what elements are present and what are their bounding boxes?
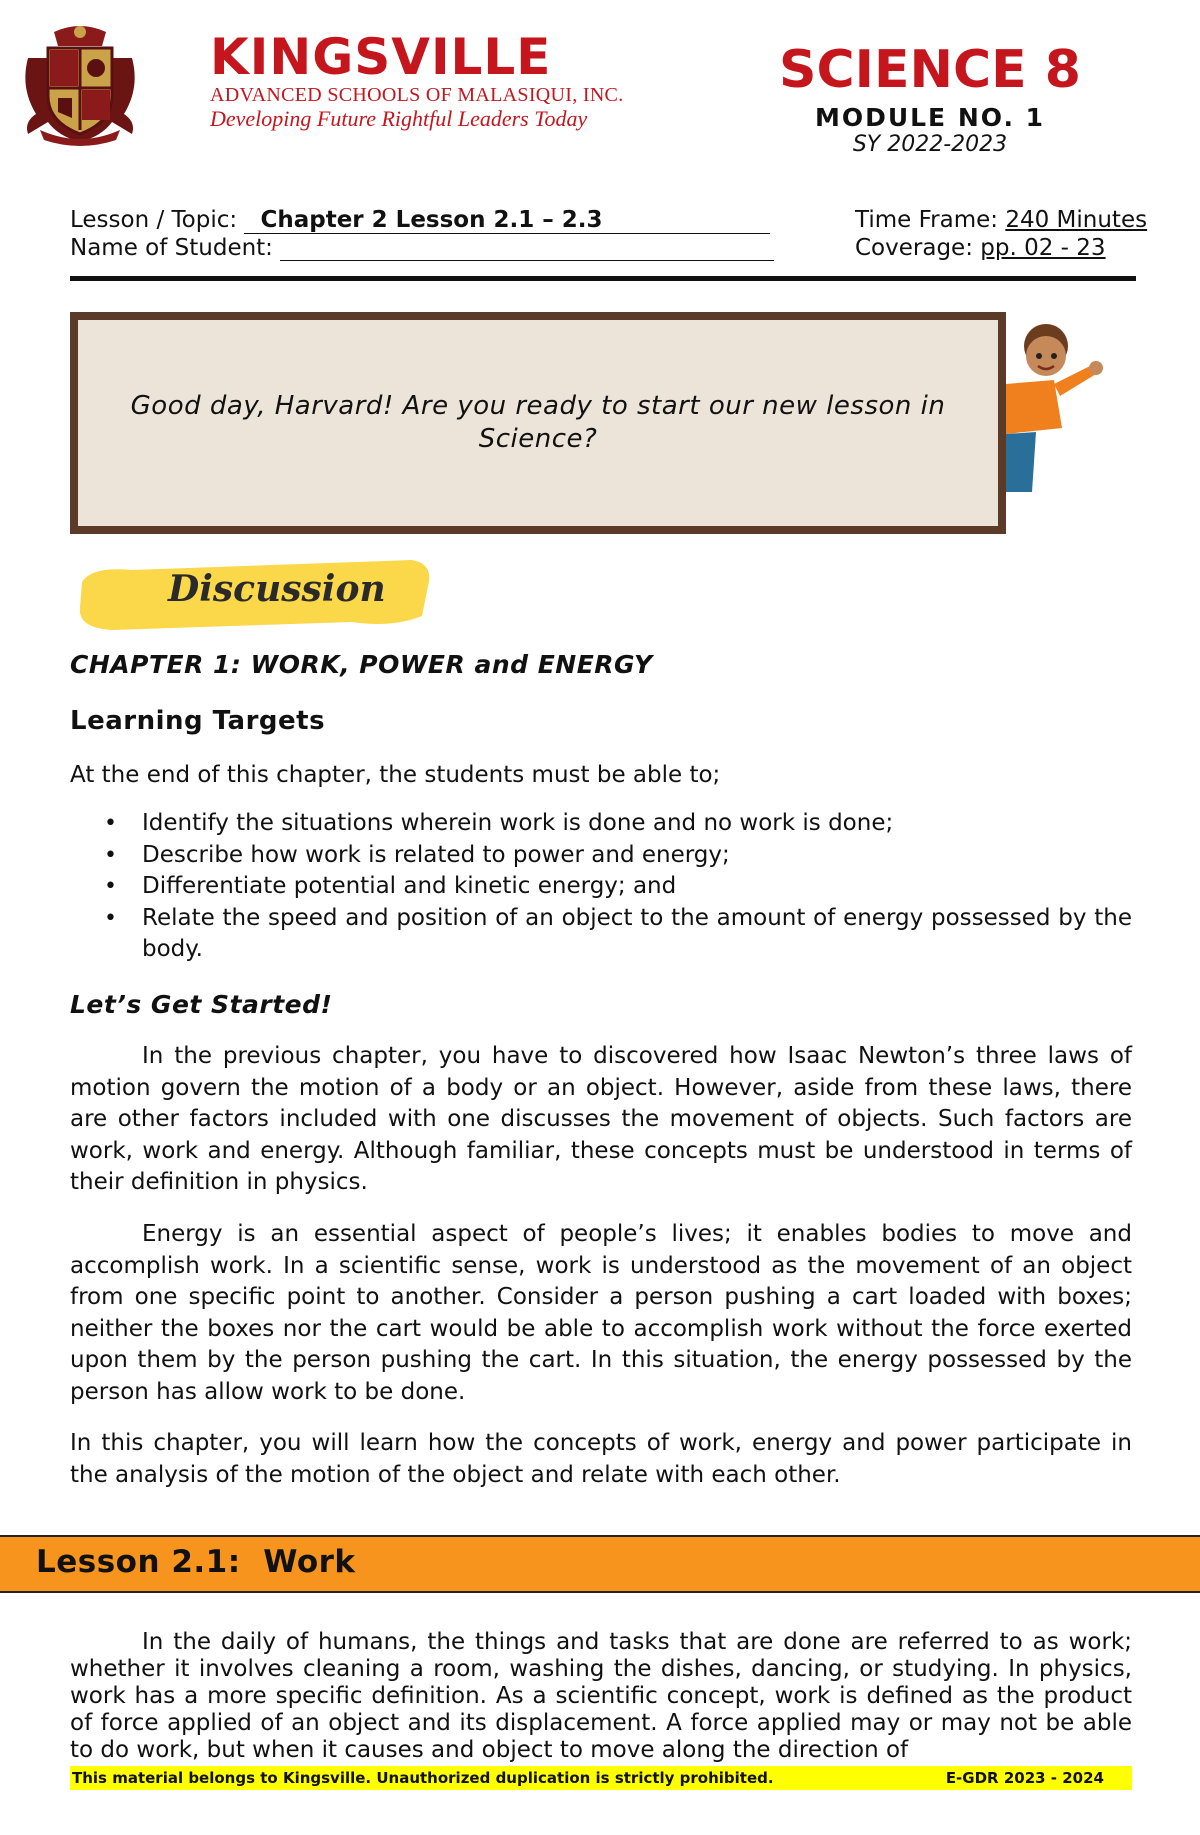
school-tagline: Developing Future Rightful Leaders Today bbox=[210, 106, 588, 131]
lesson-title: Lesson 2.1: Work bbox=[36, 1544, 356, 1580]
waving-boy-illustration bbox=[992, 312, 1112, 492]
list-item: • Describe how work is related to power and energy; bbox=[70, 840, 1132, 872]
lets-get-started-heading: Let’s Get Started! bbox=[70, 990, 333, 1019]
student-row bbox=[70, 235, 774, 261]
greeting-text: Good day, Harvard! Are you ready to start our new lesson in Science? bbox=[130, 391, 946, 454]
coverage-row bbox=[855, 235, 1106, 261]
lesson-paragraph: In the daily of humans, the things and tasks that are done are referred to as work; whether it involves cleaning a room, washing the dishes, dancing, or studying. In physics, work has a more specific definition. As a scientific concept, work is defined as the product of force applied of an object and its displacement. A force applied may or may not be able to do work, but when it causes and object to move along the direction of bbox=[70, 1629, 1132, 1763]
time-frame-label: Time Frame: bbox=[855, 207, 999, 233]
module-number: MODULE NO. 1 bbox=[814, 103, 1046, 132]
list-item: • Identify the situations wherein work is done and no work is done; bbox=[70, 808, 1132, 840]
paragraph: Energy is an essential aspect of people’s lives; it enables bodies to move and accomplish work. In a scientific sense, work is understood as the movement of an object from one specific point to another. Consider a person pushing a cart loaded with boxes; neither the boxes nor the cart would be able to accomplish work without the force exerted upon them by the person pushing the cart. In this situation, the energy possessed by the person has allow work to be done. bbox=[70, 1221, 1132, 1405]
student-label: Name of Student: bbox=[70, 235, 273, 261]
footer-code: E-GDR 2023 - 2024 bbox=[945, 1769, 1104, 1787]
footer-notice-bar bbox=[70, 1766, 1132, 1790]
chapter-heading: CHAPTER 1: WORK, POWER and ENERGY bbox=[70, 650, 653, 679]
coverage-label: Coverage: bbox=[855, 235, 973, 261]
learning-targets-list bbox=[70, 808, 1132, 966]
school-year: SY 2022-2023 bbox=[852, 132, 1008, 157]
coverage-value: pp. 02 - 23 bbox=[980, 235, 1106, 261]
student-name-field[interactable] bbox=[280, 237, 774, 261]
paragraph: In the previous chapter, you have to discovered how Isaac Newton’s three laws of motion govern the motion of a body or an object. However, aside from these laws, there are other factors included with one discusses the movement of objects. Such factors are work, work and energy. Although familiar, these concepts must be understood in terms of their definition in physics. bbox=[70, 1043, 1132, 1195]
subject-title: SCIENCE 8 bbox=[779, 40, 1081, 100]
topic-value: Chapter 2 Lesson 2.1 – 2.3 bbox=[244, 207, 770, 234]
footer-notice: This material belongs to Kingsville. Unauthorized duplication is strictly prohibited. bbox=[72, 1769, 774, 1787]
discussion-label: Discussion bbox=[168, 568, 386, 610]
paragraph: In this chapter, you will learn how the concepts of work, energy and power participate in the analysis of the motion of the object and relate with each other. bbox=[70, 1430, 1132, 1488]
time-frame-value: 240 Minutes bbox=[1005, 207, 1148, 233]
list-item: • Differentiate potential and kinetic energy; and bbox=[70, 871, 1132, 903]
school-crest-logo bbox=[18, 18, 142, 146]
school-full-name: ADVANCED SCHOOLS OF MALASIQUI, INC. bbox=[210, 84, 624, 106]
time-frame-row bbox=[855, 207, 1147, 233]
header-divider bbox=[70, 276, 1136, 281]
greeting-box bbox=[70, 312, 1006, 534]
topic-row bbox=[70, 207, 770, 234]
list-item: • Relate the speed and position of an object to the amount of energy possessed by the body. bbox=[70, 903, 1132, 966]
topic-label: Lesson / Topic: bbox=[70, 207, 238, 233]
school-name: KINGSVILLE bbox=[210, 28, 552, 86]
learning-targets-heading: Learning Targets bbox=[70, 706, 326, 736]
targets-intro: At the end of this chapter, the students must be able to; bbox=[70, 762, 721, 788]
